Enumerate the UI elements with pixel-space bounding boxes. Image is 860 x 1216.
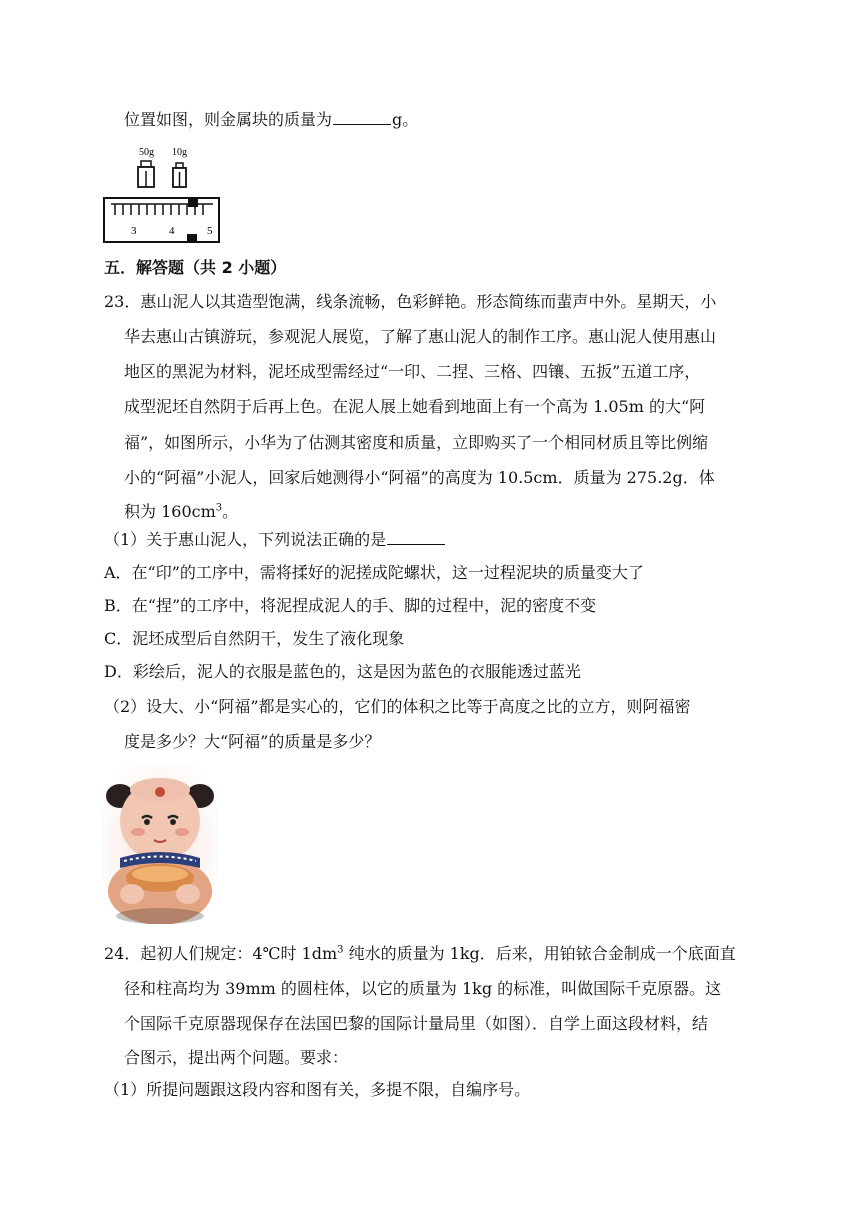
option-a[interactable]: A．在“印”的工序中，需将揉好的泥搓成陀螺状，这一过程泥块的质量变大了 bbox=[104, 563, 644, 582]
tick-label-4: 4 bbox=[169, 225, 175, 237]
q22-tail-line: 位置如图，则金属块的质量为 g。 bbox=[124, 110, 419, 129]
option-b[interactable]: B．在“捏”的工序中，将泥捏成泥人的手、脚的过程中，泥的密度不变 bbox=[104, 596, 597, 615]
q24-line-2: 径和柱高均为 39mm 的圆柱体，以它的质量为 1kg 的标准，叫做国际千克原器。这 bbox=[124, 979, 722, 998]
q23-line-5: 福”，如图所示，小华为了估测其密度和质量，立即购买了一个相同材质且等比例缩 bbox=[124, 433, 709, 452]
answer-blank[interactable] bbox=[387, 530, 445, 545]
pointer-base bbox=[187, 234, 197, 242]
weight-50g bbox=[138, 161, 154, 187]
afu-clay-doll-image bbox=[102, 766, 218, 924]
q23-part2-line-1: （2）设大、小“阿福”都是实心的，它们的体积之比等于高度之比的立方，则阿福密 bbox=[104, 697, 691, 716]
q23-line-4: 成型泥坯自然阴于后再上色。在泥人展上她看到地面上有一个高为 1.05m 的大“阿 bbox=[124, 397, 706, 416]
q23-line-2: 华去惠山古镇游玩，参观泥人展览，了解了惠山泥人的制作工序。惠山泥人使用惠山 bbox=[124, 327, 717, 346]
q23-part2-line-2: 度是多少？大“阿福”的质量是多少？ bbox=[124, 732, 381, 751]
q23-part1: （1）关于惠山泥人，下列说法正确的是 bbox=[104, 530, 446, 550]
q23-line-6: 小的“阿福”小泥人，回家后她测得小“阿福”的高度为 10.5cm．质量为 275.2g．体 bbox=[124, 468, 715, 487]
q24-line-3: 个国际千克原器现保存在法国巴黎的国际计量局里（如图）．自学上面这段材料，结 bbox=[124, 1014, 709, 1033]
q24-line-4: 合图示，提出两个问题。要求： bbox=[124, 1048, 349, 1067]
answer-blank[interactable] bbox=[333, 110, 391, 125]
weight-50g-label: 50g bbox=[139, 147, 154, 158]
option-c[interactable]: C．泥坯成型后自然阴干，发生了液化现象 bbox=[104, 629, 405, 648]
tick-label-3: 3 bbox=[131, 225, 137, 237]
q24-line-1: 24．起初人们规定：4℃时 $1dm^3$ 纯水的质量为 1kg．后来，用铂铱合金制成一个底面直 bbox=[104, 944, 736, 963]
q23-line-7: 积为 $160cm^3$。 bbox=[124, 502, 239, 521]
tick-label-5: 5 bbox=[207, 225, 213, 237]
weight-10g-label: 10g bbox=[172, 147, 187, 158]
balance-scale-figure bbox=[103, 140, 221, 244]
q24-part1: （1）所提问题跟这段内容和图有关，多提不限，自编序号。 bbox=[104, 1080, 531, 1099]
section-heading: 五．解答题（共 2 小题） bbox=[104, 258, 287, 277]
weight-10g bbox=[173, 163, 186, 187]
q23-line-1: 23．惠山泥人以其造型饱满，线条流畅，色彩鲜艳。形态简练而蜚声中外。星期天，小 bbox=[104, 292, 717, 311]
q23-line-3: 地区的黑泥为材料，泥坯成型需经过“一印、二捏、三格、四镶、五扳”五道工序， bbox=[124, 362, 701, 381]
option-d[interactable]: D．彩绘后，泥人的衣服是蓝色的，这是因为蓝色的衣服能透过蓝光 bbox=[104, 662, 581, 681]
rider bbox=[188, 198, 198, 207]
